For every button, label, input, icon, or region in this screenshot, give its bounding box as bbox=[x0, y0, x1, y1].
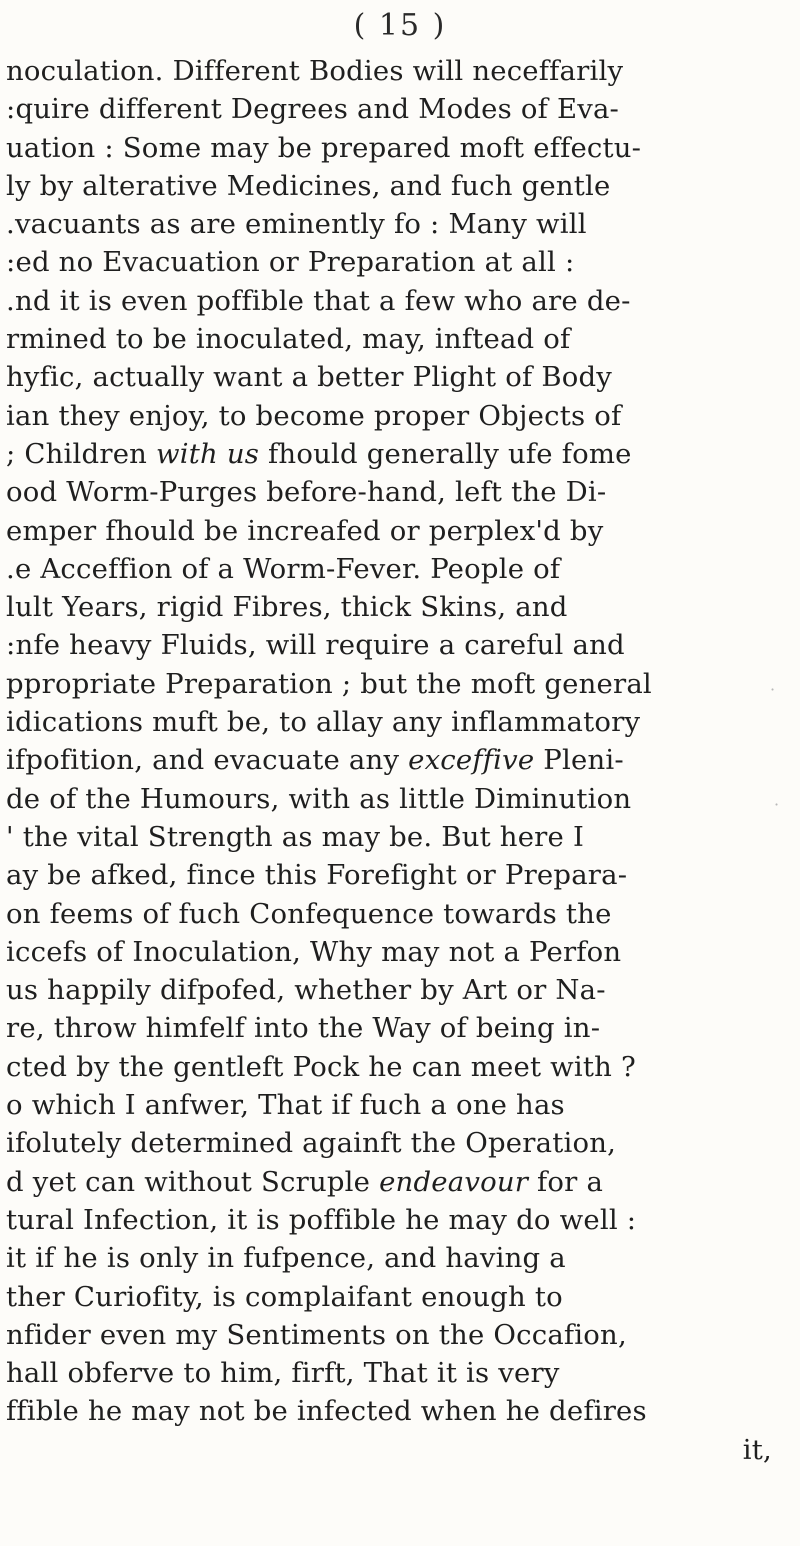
text-run: lult Years, rigid Fibres, thick Skins, and bbox=[6, 591, 568, 624]
text-line bbox=[6, 1009, 796, 1047]
text-line bbox=[6, 1048, 796, 1086]
text-run: :nfe heavy Fluids, will require a careful and bbox=[6, 629, 625, 662]
text-run: uation : Some may be prepared moft effectu- bbox=[6, 131, 642, 164]
text-line bbox=[6, 665, 796, 703]
text-line bbox=[6, 397, 796, 435]
text-run: ' the vital Strength as may be. But here I bbox=[6, 820, 585, 853]
text-line bbox=[6, 1124, 796, 1162]
text-run: d yet can without Scruple bbox=[6, 1165, 380, 1198]
text-line bbox=[6, 1163, 796, 1201]
text-run: ppropriate Preparation ; but the moft general bbox=[6, 667, 652, 700]
text-line bbox=[6, 626, 796, 664]
text-line bbox=[6, 282, 796, 320]
margin-speck: · bbox=[774, 795, 780, 814]
text-line bbox=[6, 550, 796, 588]
text-line bbox=[6, 473, 796, 511]
text-line bbox=[6, 1201, 796, 1239]
text-line bbox=[6, 933, 796, 971]
text-run: .e Acceffion of a Worm-Fever. People of bbox=[6, 552, 561, 585]
text-run: us happily difpofed, whether by Art or Na- bbox=[6, 974, 606, 1007]
page-number: ( 15 ) bbox=[353, 8, 447, 43]
text-line bbox=[6, 320, 796, 358]
text-line bbox=[6, 1278, 796, 1316]
text-line bbox=[6, 1354, 796, 1392]
text-line bbox=[6, 818, 796, 856]
text-line bbox=[6, 895, 796, 933]
text-run: iccefs of Inoculation, Why may not a Perfon bbox=[6, 935, 622, 968]
text-line bbox=[6, 1431, 796, 1469]
text-run: cted by the gentleft Pock he can meet with ? bbox=[6, 1050, 636, 1083]
text-line bbox=[6, 129, 796, 167]
text-run: tural Infection, it is poffible he may do well : bbox=[6, 1203, 637, 1236]
italic-phrase: exceffive bbox=[408, 744, 535, 777]
text-run: nfider even my Sentiments on the Occafion, bbox=[6, 1318, 627, 1351]
text-run: emper fhould be increafed or perplex'd by bbox=[6, 514, 604, 547]
text-run: noculation. Different Bodies will neceffarily bbox=[6, 55, 624, 87]
text-run: for a bbox=[528, 1165, 604, 1198]
text-run: ood Worm-Purges before-hand, left the Di- bbox=[6, 476, 607, 509]
text-run: ifpofition, and evacuate any bbox=[6, 744, 409, 777]
text-line bbox=[6, 1392, 796, 1430]
text-run: fhould generally ufe fome bbox=[259, 437, 632, 470]
body-text bbox=[6, 52, 796, 1469]
text-run: hall obferve to him, firft, That it is very bbox=[6, 1357, 560, 1390]
margin-speck: · bbox=[770, 680, 776, 699]
text-run: .nd it is even poffible that a few who are de- bbox=[6, 284, 631, 317]
text-line bbox=[6, 435, 796, 473]
text-run: :quire different Degrees and Modes of Eva- bbox=[6, 93, 620, 126]
text-line bbox=[6, 90, 796, 128]
text-line bbox=[6, 780, 796, 818]
text-run: ian they enjoy, to become proper Objects of bbox=[6, 399, 622, 432]
text-line bbox=[6, 1316, 796, 1354]
text-run: ifolutely determined againft the Operation, bbox=[6, 1127, 617, 1160]
text-run: o which I anfwer, That if fuch a one has bbox=[6, 1089, 565, 1122]
text-line bbox=[6, 243, 796, 281]
text-run: :ed no Evacuation or Preparation at all : bbox=[6, 246, 575, 279]
italic-phrase: with us bbox=[156, 437, 260, 470]
text-run: it, bbox=[742, 1433, 772, 1466]
text-line bbox=[6, 205, 796, 243]
text-line bbox=[6, 741, 796, 779]
text-line bbox=[6, 1086, 796, 1124]
text-run: it if he is only in fufpence, and having a bbox=[6, 1242, 566, 1275]
text-run: rmined to be inoculated, may, inftead of bbox=[6, 323, 571, 356]
text-line bbox=[6, 588, 796, 626]
text-run: Pleni- bbox=[534, 744, 624, 777]
text-line bbox=[6, 512, 796, 550]
text-run: ly by alterative Medicines, and fuch gentle bbox=[6, 169, 611, 202]
text-line bbox=[6, 856, 796, 894]
text-run: de of the Humours, with as little Diminution bbox=[6, 782, 632, 815]
text-run: ther Curiofity, is complaifant enough to bbox=[6, 1280, 563, 1313]
text-run: re, throw himfelf into the Way of being in- bbox=[6, 1012, 601, 1045]
text-run: hyfic, actually want a better Plight of Body bbox=[6, 361, 613, 394]
text-run: ay be afked, fince this Forefight or Prepara- bbox=[6, 859, 628, 892]
text-run: .vacuants as are eminently fo : Many will bbox=[6, 208, 587, 241]
text-run: ffible he may not be infected when he defires bbox=[6, 1395, 647, 1428]
text-line bbox=[6, 167, 796, 205]
text-line bbox=[6, 971, 796, 1009]
text-run: on feems of fuch Confequence towards the bbox=[6, 897, 612, 930]
text-line bbox=[6, 52, 796, 90]
text-line bbox=[6, 1239, 796, 1277]
italic-phrase: endeavour bbox=[379, 1165, 529, 1198]
text-run: idications muft be, to allay any inflammatory bbox=[6, 706, 641, 739]
text-line bbox=[6, 703, 796, 741]
text-line bbox=[6, 358, 796, 396]
text-run: ; Children bbox=[6, 437, 157, 470]
